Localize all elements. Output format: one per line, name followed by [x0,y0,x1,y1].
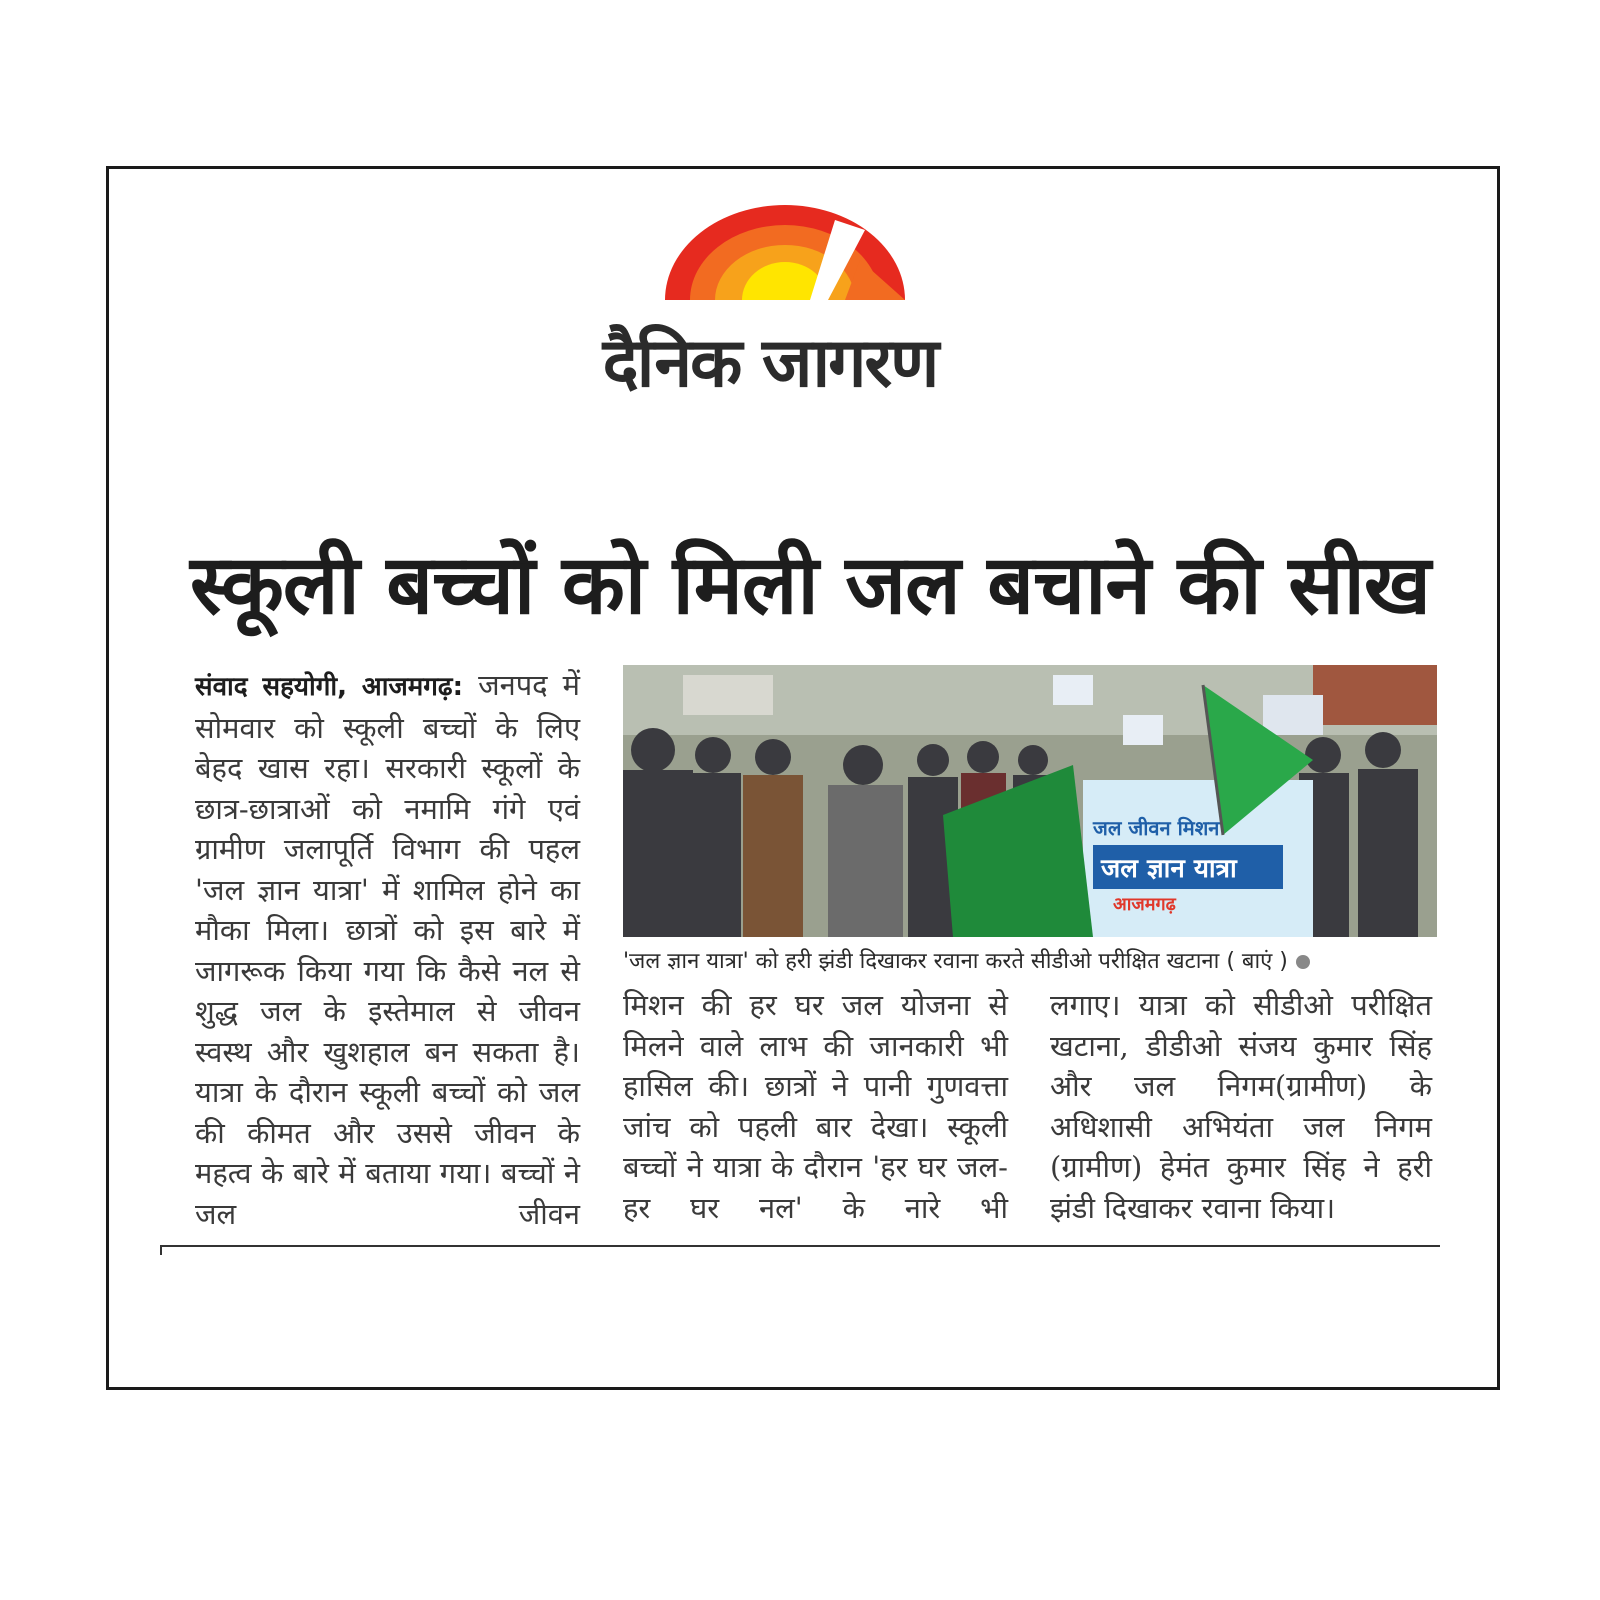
caption-bullet-icon [1296,955,1310,969]
newspaper-masthead: दैनिक जागरण [602,324,938,403]
article-column-1 [195,665,580,1234]
event-photo-illustration [623,665,1437,937]
photo-caption [623,945,1437,975]
article-headline: स्कूली बच्चों को मिली जल बचाने की सीख [190,538,1430,633]
banner-line-2: जल ज्ञान यात्रा [1101,854,1237,884]
bottom-rule-tick [160,1245,162,1255]
article-column-3: लगाए। यात्रा को सीडीओ परीक्षित खटाना, डीडीओ संजय कुमार सिंह और जल निगम(ग्रामीण) के अधिशासी अभियंता जल निगम (ग्रामीण) हेमंत कुमार सिंह ने हरी झंडी दिखाकर रवाना किया। [1050,988,1432,1225]
column-1-text: जनपद में सोमवार को स्कूली बच्चों के लिए बेहद खास रहा। सरकारी स्कूलों के छात्र-छात्राओं को नमामि गंगे एवं ग्रामीण जलापूर्ति विभाग की पहल 'जल ज्ञान यात्रा' में शामिल होने का मौका मिला। छात्रों को इस बारे में जागरूक किया गया कि कैसे नल से शुद्ध जल के इस्तेमाल से जीवन स्वस्थ और खुशहाल बन सकता है। यात्रा के दौरान स्कूली बच्चों को जल की कीमत और उससे जीवन के महत्व के बारे में बताया गया। बच्चों ने जल जीवन [195,668,581,1231]
photo-caption-text: 'जल ज्ञान यात्रा' को हरी झंडी दिखाकर रवाना करते सीडीओ परीक्षित खटाना ( बाएं ) [623,949,1288,974]
bottom-rule [160,1245,1440,1247]
banner-line-3: आजमगढ़ [1113,894,1176,915]
banner-line-1: जल जीवन मिशन [1093,816,1220,840]
event-photo [623,665,1437,937]
article-column-2: मिशन की हर घर जल योजना से मिलने वाले लाभ की जानकारी भी हासिल की। छात्रों ने पानी गुणवत्ता जांच को पहली बार देखा। स्कूली बच्चों ने यात्रा के दौरान 'हर घर जल-हर घर नल' के नारे भी [623,988,1008,1225]
news-clipping [160,535,1440,1247]
article-byline: संवाद सहयोगी, आजमगढ़: [195,672,463,702]
dainik-jagran-sun-logo [660,200,910,305]
